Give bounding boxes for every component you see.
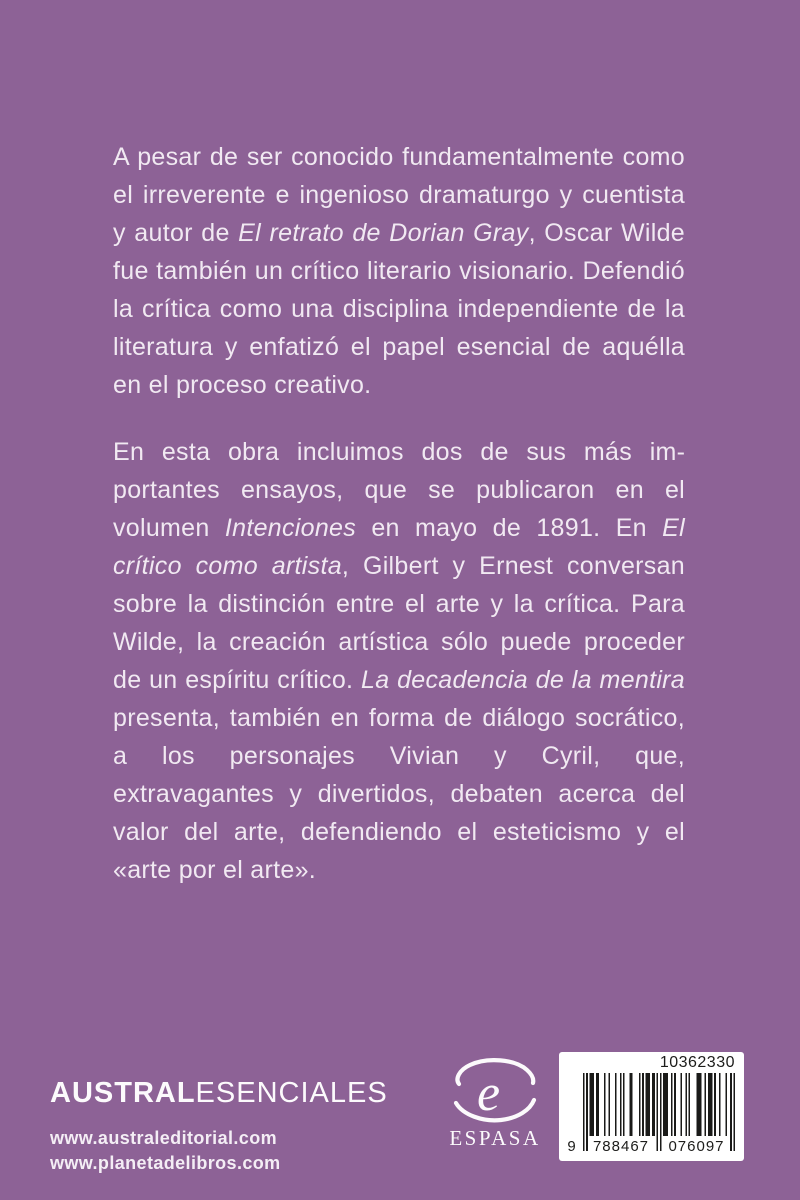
- espasa-publisher-block: [436, 1058, 554, 1151]
- brand-austral: AUSTRAL: [50, 1077, 196, 1109]
- website-austral: www.australeditorial.com: [50, 1128, 277, 1148]
- collection-brand: [50, 1079, 388, 1108]
- synopsis-text: [113, 138, 685, 918]
- synopsis-paragraph: A pesar de ser conocido fundamentalmente como el irreverente e ingenioso dramaturgo y cuentista y autor de El retrato de Dorian Gray, Oscar Wilde fue también un crítico literario visionario. Defendió la crítica como una disciplina independiente de la literatura y enfatizó el papel esencial de aquélla en el proceso creativo.: [113, 143, 685, 399]
- brand-esenciales: ESENCIALES: [195, 1077, 388, 1109]
- svg-text:e: e: [477, 1065, 501, 1122]
- synopsis-paragraph: En esta obra incluimos dos de sus más importantes ensayos, que se publicaron en el volumen Intenciones en mayo de 1891. En El crítico como artista, Gilbert y Ernest conversan sobre la distinción entre el arte y la crítica. Para Wilde, la creación artística sólo puede proceder de un espíritu crítico. La decadencia de la mentira presenta, también en forma de diálogo socrático, a los personajes Vivian y Cyril, que, extravagantes y divertidos, debaten acerca del valor del arte, defendiendo el esteticismo y el «arte por el arte».: [113, 438, 686, 884]
- barcode: [559, 1052, 744, 1161]
- publisher-websites: [50, 1126, 281, 1176]
- website-planetadelibros: www.planetadelibros.com: [50, 1153, 281, 1173]
- espasa-eye-e-logo: [443, 1058, 547, 1124]
- barcode-digits-right: 076097: [668, 1138, 725, 1155]
- barcode-digit-first: 9: [567, 1138, 577, 1155]
- barcode-digits-left: 788467: [592, 1138, 650, 1155]
- espasa-wordmark: ESPASA: [449, 1126, 541, 1150]
- barcode-product-code: 10362330: [659, 1054, 735, 1071]
